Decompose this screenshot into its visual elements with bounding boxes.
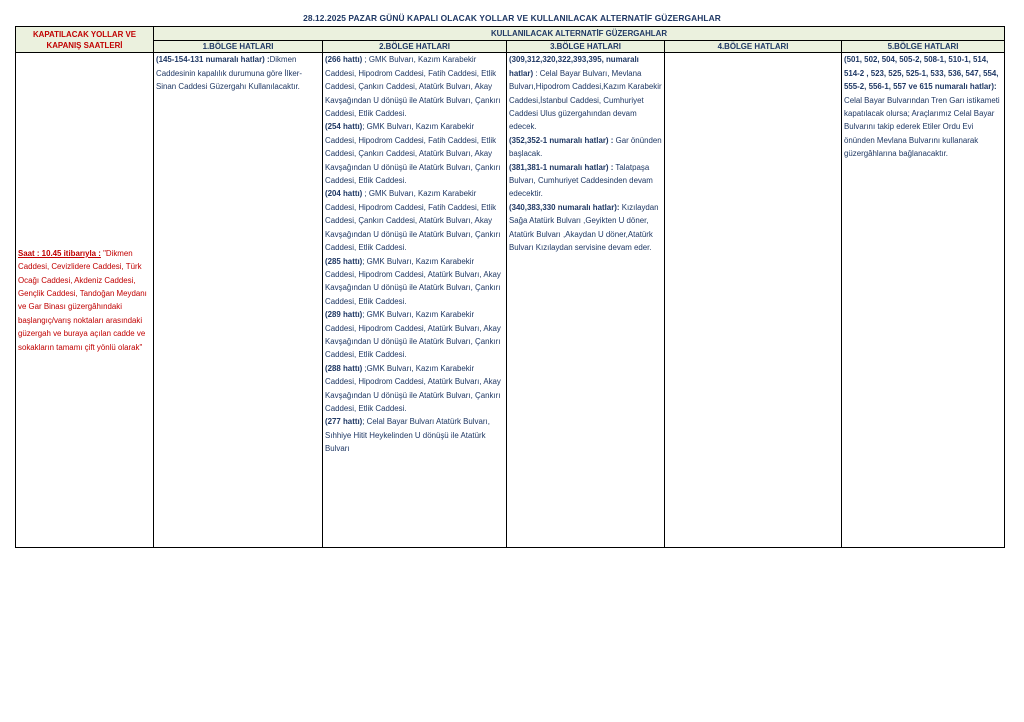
region-1-header: 1.BÖLGE HATLARI — [154, 41, 323, 53]
route-table — [15, 26, 1005, 548]
route-entry — [325, 362, 504, 416]
region-1-cell — [154, 53, 323, 548]
document-title: 28.12.2025 PAZAR GÜNÜ KAPALI OLACAK YOLLAR VE KULLANILACAK ALTERNATİF GÜZERGAHLAR — [303, 13, 721, 23]
route-text: Talatpaşa Bulvarı, Cumhuriyet Caddesinden devam edecektir. — [509, 162, 653, 199]
route-entry — [509, 134, 662, 161]
route-label: (285 hattı) — [325, 256, 363, 266]
route-entry — [844, 53, 1002, 160]
route-entry — [156, 53, 320, 93]
route-label: (309,312,320,322,393,395, numaralı hatlar) — [509, 55, 639, 78]
route-text: ; Celal Bayar Bulvarı Atatürk Bulvarı, Sıhhiye Hitit Heykelinden U dönüşü ile Atatürk Bulvarı — [325, 417, 490, 454]
route-entry — [509, 53, 662, 133]
region-4-cell — [665, 53, 842, 548]
route-text: ; GMK Bulvarı, Kazım Karabekir Caddesi, Hipodrom Caddesi, Atatürk Bulvarı, Akay Kavşağından U dönüşü ile Atatürk Bulvarı, Çankırı Caddesi, Etlik Caddesi. — [325, 256, 501, 306]
region-3-header: 3.BÖLGE HATLARI — [507, 41, 665, 53]
route-label: (381,381-1 numaralı hatlar) : — [509, 162, 614, 172]
route-label: (145-154-131 numaralı hatlar) : — [156, 55, 270, 65]
route-label: (254 hattı) — [325, 122, 363, 132]
region-2-cell — [323, 53, 507, 548]
route-entry — [325, 53, 504, 120]
route-text: ;GMK Bulvarı, Kazım Karabekir Caddesi, Hipodrom Caddesi, Atatürk Bulvarı, Akay Kavşağından U dönüşü ile Atatürk Bulvarı, Çankırı Caddesi, Etlik Caddesi. — [325, 363, 501, 413]
route-text: ; GMK Bulvarı, Kazım Karabekir Caddesi, Hipodrom Caddesi, Fatih Caddesi, Etlik Caddesi, Çankırı Caddesi, Atatürk Bulvarı, Akay Kavşağından U dönüşü ile Atatürk Bulvarı, Çankırı Caddesi, Etlik Caddesi. — [325, 122, 501, 186]
region-2-header: 2.BÖLGE HATLARI — [323, 41, 507, 53]
route-entry — [325, 255, 504, 309]
route-entry — [325, 308, 504, 362]
region-4-header: 4.BÖLGE HATLARI — [665, 41, 842, 53]
route-label: (288 hattı) — [325, 363, 363, 373]
route-entry — [325, 120, 504, 187]
route-entry — [325, 187, 504, 254]
closure-cell — [16, 53, 154, 548]
route-entry — [509, 161, 662, 201]
route-text: ; GMK Bulvarı, Kazım Karabekir Caddesi, Hipodrom Caddesi, Atatürk Bulvarı, Akay Kavşağından U dönüşü ile Atatürk Bulvarı, Çankırı Caddesi, Etlik Caddesi. — [325, 310, 501, 360]
route-text: : Celal Bayar Bulvarı, Mevlana Bulvarı,Hipodrom Caddesi,Kazım Karabekir Caddesi,İstanbul Caddesi, Cumhuriyet Caddesi Ulus güzergahından devam edecek. — [509, 68, 662, 132]
route-entry — [325, 415, 504, 455]
route-text: Dikmen Caddesinin kapalılık durumuna göre İlker-Sinan Caddesi Güzergahı Kullanılacaktır. — [156, 55, 303, 92]
route-text: ; GMK Bulvarı, Kazım Karabekir Caddesi, Hipodrom Caddesi, Fatih Caddesi, Etlik Caddesi, Çankırı Caddesi, Atatürk Bulvarı, Akay Kavşağından U dönüşü ile Atatürk Bulvarı, Çankırı Caddesi, Etlik Caddesi. — [325, 189, 501, 253]
route-label: (501, 502, 504, 505-2, 508-1, 510-1, 514, 514-2 , 523, 525, 525-1, 533, 536, 547, 554, 555-2, 556-1, 557 ve 615 numaralı hatlar): — [844, 55, 999, 92]
route-text: ; GMK Bulvarı, Kazım Karabekir Caddesi, Hipodrom Caddesi, Fatih Caddesi, Etlik Caddesi, Çankırı Caddesi, Atatürk Bulvarı, Akay Kavşağından U dönüşü ile Atatürk Bulvarı, Çankırı Caddesi, Etlik Caddesi. — [325, 55, 501, 119]
route-entry — [509, 201, 662, 255]
route-text: Celal Bayar Bulvarından Tren Garı istikameti kapatılacak olursa; Araçlarımız Celal Bayar Bulvarını takip ederek Etiler Ordu Evi önünden Mevlana Bulvarını kullanarak güzergâhlarına bağlanacaktır. — [844, 95, 1000, 159]
route-label: (352,352-1 numaralı hatlar) : — [509, 135, 614, 145]
region-3-cell — [507, 53, 665, 548]
route-text: Kızılaydan Sağa Atatürk Bulvarı ,Geyikten U döner, Atatürk Bulvarı ,Akaydan U döner,Atatürk Bulvarı Kızılaydan servisine devam eder. — [509, 202, 659, 253]
route-text: Gar önünden başlacak. — [509, 135, 662, 159]
route-label: (204 hattı) — [325, 189, 363, 199]
route-label: (266 hattı) — [325, 55, 363, 65]
closed-roads-header: KAPATILACAK YOLLAR VE KAPANIŞ SAATLERİ — [16, 27, 154, 53]
route-label: (289 hattı) — [325, 310, 363, 320]
closure-time: Saat : 10.45 itibarıyla : — [18, 248, 101, 258]
alternative-routes-header: KULLANILACAK ALTERNATİF GÜZERGAHLAR — [154, 27, 1005, 41]
region-5-cell — [842, 53, 1005, 548]
route-label: (277 hattı) — [325, 417, 363, 427]
closure-text: "Dikmen Caddesi, Cevizlidere Caddesi, Türk Ocağı Caddesi, Akdeniz Caddesi, Gençlik Caddesi, Tandoğan Meydanı ve Gar Binası güzergâhındaki başlangıç/varış noktaları arasındaki güzergah ve buraya açılan cadde ve sokakların tamamı çift yönlü olarak" — [18, 248, 147, 352]
region-5-header: 5.BÖLGE HATLARI — [842, 41, 1005, 53]
route-label: (340,383,330 numaralı hatlar): — [509, 202, 620, 212]
